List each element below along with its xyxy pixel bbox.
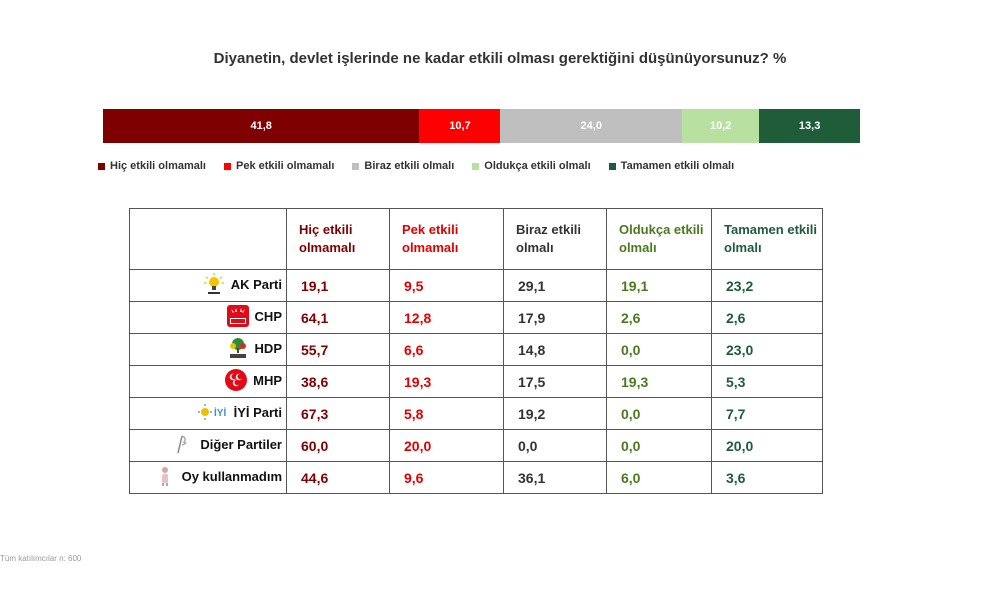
chart-title: Diyanetin, devlet işlerinde ne kadar etkili olması gerektiğini düşünüyorsunuz? % — [213, 50, 787, 67]
table-cell: 20,0 — [712, 430, 823, 462]
table-cell: 6,6 — [390, 334, 504, 366]
column-header: Tamamen etkili olmalı — [712, 209, 823, 270]
sun-icon — [198, 401, 228, 426]
table-cell: 55,7 — [287, 334, 390, 366]
party-cell — [130, 430, 287, 462]
table-header-row — [130, 209, 823, 270]
bar-segment-label: 41,8 — [250, 120, 272, 132]
bar-segment — [419, 109, 500, 143]
legend-item — [472, 160, 590, 172]
table-cell: 19,3 — [390, 366, 504, 398]
bar-segment-label: 10,2 — [709, 120, 732, 132]
table-cell: 19,2 — [504, 398, 607, 430]
column-header: Biraz etkili olmalı — [504, 209, 607, 270]
party-table — [129, 208, 823, 494]
table-corner-cell — [130, 209, 287, 270]
legend-swatch — [609, 163, 616, 170]
svg-text:İYİ: İYİ — [213, 408, 226, 419]
table-row — [130, 302, 823, 334]
table-cell: 23,0 — [712, 334, 823, 366]
bar-segment — [682, 109, 759, 143]
table-cell: 0,0 — [607, 334, 712, 366]
bar-segment-label: 10,7 — [449, 120, 471, 132]
stacked-bar — [103, 109, 860, 143]
table-cell: 7,7 — [712, 398, 823, 430]
table-cell: 23,2 — [712, 270, 823, 302]
table-cell: 17,5 — [504, 366, 607, 398]
legend-swatch — [352, 163, 359, 170]
table-row — [130, 462, 823, 494]
bulb-icon — [203, 273, 225, 298]
column-header: Oldukça etkili olmalı — [607, 209, 712, 270]
table-row — [130, 334, 823, 366]
table-cell: 36,1 — [504, 462, 607, 494]
party-name: Diğer Partiler — [200, 436, 282, 452]
legend — [98, 160, 734, 172]
table-cell: 29,1 — [504, 270, 607, 302]
footnote: Tüm katılımcılar n: 600 — [0, 554, 82, 563]
legend-swatch — [472, 163, 479, 170]
tree-icon — [227, 337, 249, 362]
party-name: Oy kullanmadım — [181, 468, 282, 484]
table-cell: 3,6 — [712, 462, 823, 494]
table-cell: 19,3 — [607, 366, 712, 398]
legend-label: Hiç etkili olmamalı — [110, 160, 206, 172]
table-cell: 2,6 — [712, 302, 823, 334]
six-arrows-icon — [227, 305, 249, 330]
table-row — [130, 398, 823, 430]
party-cell — [130, 270, 287, 302]
table-row — [130, 366, 823, 398]
legend-label: Pek etkili olmamalı — [235, 160, 335, 172]
flag-icon — [172, 433, 194, 458]
legend-item — [224, 160, 334, 172]
table-cell: 5,3 — [712, 366, 823, 398]
table-cell: 2,6 — [607, 302, 712, 334]
bar-segment — [759, 109, 860, 143]
table-cell: 0,0 — [607, 430, 712, 462]
party-name: İYİ Parti — [233, 404, 282, 420]
bar-segment — [103, 109, 419, 143]
table-row — [130, 430, 823, 462]
party-cell — [130, 366, 287, 398]
party-name: MHP — [253, 372, 282, 388]
table-cell: 38,6 — [287, 366, 390, 398]
bar-segment-label: 24,0 — [580, 120, 602, 132]
table-cell: 44,6 — [287, 462, 390, 494]
column-header: Pek etkili olmamalı — [390, 209, 504, 270]
table-cell: 67,3 — [287, 398, 390, 430]
table-cell: 9,6 — [390, 462, 504, 494]
table-cell: 0,0 — [504, 430, 607, 462]
table-cell: 60,0 — [287, 430, 390, 462]
table-cell: 14,8 — [504, 334, 607, 366]
legend-label: Oldukça etkili olmalı — [484, 160, 591, 172]
table-cell: 6,0 — [607, 462, 712, 494]
table-cell: 17,9 — [504, 302, 607, 334]
table-cell: 20,0 — [390, 430, 504, 462]
party-name: CHP — [254, 308, 282, 324]
bar-segment-label: 13,3 — [798, 120, 821, 132]
table-cell: 64,1 — [287, 302, 390, 334]
legend-swatch — [98, 163, 105, 170]
person-icon — [154, 465, 176, 490]
legend-swatch — [224, 163, 231, 170]
party-cell — [130, 462, 287, 494]
column-header: Hiç etkili olmamalı — [287, 209, 390, 270]
table-cell: 19,1 — [287, 270, 390, 302]
three-crescents-icon — [225, 369, 247, 394]
party-cell — [130, 334, 287, 366]
party-cell — [130, 398, 287, 430]
legend-label: Tamamen etkili olmalı — [620, 160, 735, 172]
table-cell: 19,1 — [607, 270, 712, 302]
legend-label: Biraz etkili olmalı — [364, 160, 455, 172]
legend-item — [352, 160, 454, 172]
party-name: HDP — [254, 340, 282, 356]
table-cell: 0,0 — [607, 398, 712, 430]
table-cell: 9,5 — [390, 270, 504, 302]
bar-segment — [500, 109, 682, 143]
table-cell: 12,8 — [390, 302, 504, 334]
table-row — [130, 270, 823, 302]
table-cell: 5,8 — [390, 398, 504, 430]
party-cell — [130, 302, 287, 334]
legend-item — [609, 160, 735, 172]
legend-item — [98, 160, 206, 172]
party-name: AK Parti — [230, 276, 282, 292]
